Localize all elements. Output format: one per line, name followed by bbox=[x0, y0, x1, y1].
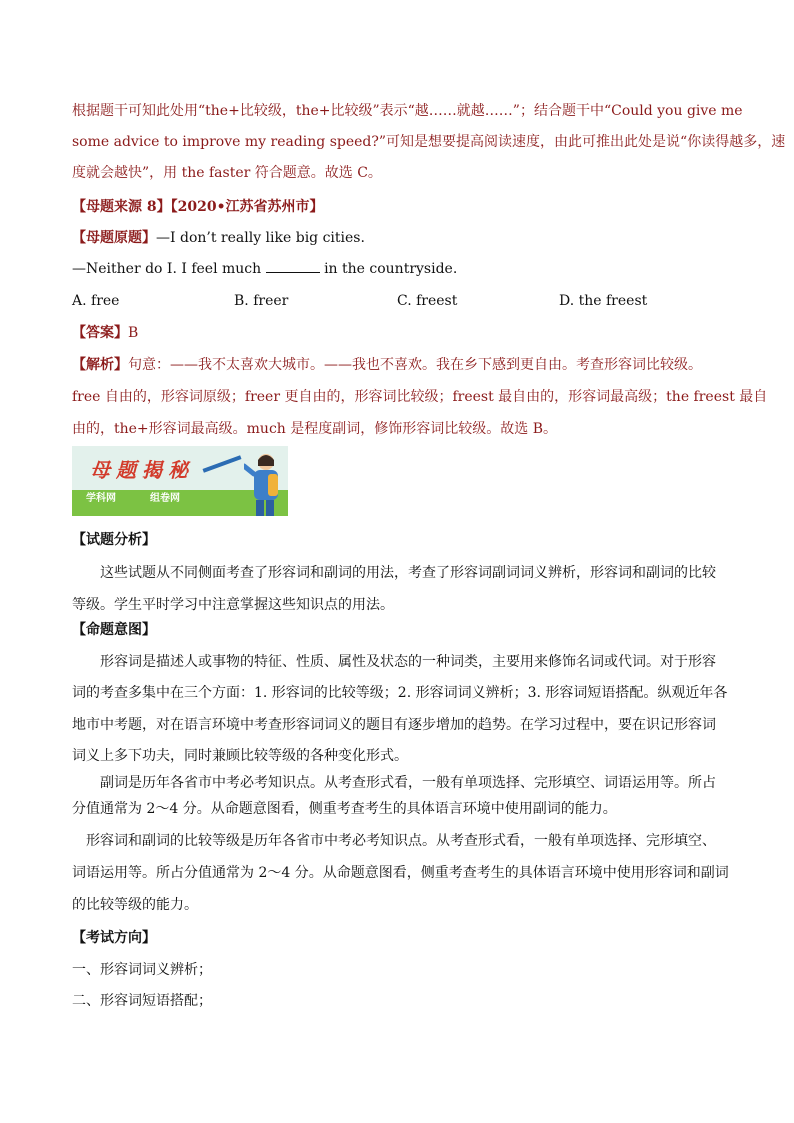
logo-xuekewang: 学科网 bbox=[86, 493, 116, 504]
options-row bbox=[72, 291, 722, 311]
question-text-2a: —Neither do I. I feel much bbox=[72, 261, 262, 277]
teacher-figure-icon bbox=[244, 452, 284, 516]
direction-item-1: 一、形容词词义辨析； bbox=[72, 962, 212, 978]
source-label: 【母题来源 8】 bbox=[72, 199, 171, 215]
intent-p1-line-1: 形容词是描述人或事物的特征、性质、属性及状态的一种词类，主要用来修饰名词或代词。对于形容 bbox=[100, 654, 716, 670]
intent-heading: 【命题意图】 bbox=[72, 622, 156, 638]
direction-heading: 【考试方向】 bbox=[72, 930, 156, 946]
answer-line bbox=[72, 323, 138, 343]
test-analysis-line-2: 等级。学生平时学习中注意掌握这些知识点的用法。 bbox=[72, 597, 394, 613]
intent-p2-line-1: 副词是历年各省市中考必考知识点。从考查形式看，一般有单项选择、完形填空、词语运用等。所占 bbox=[100, 775, 716, 791]
intent-p3-line-1: 形容词和副词的比较等级是历年各省市中考必考知识点。从考查形式看，一般有单项选择、完形填空、 bbox=[86, 833, 716, 849]
question-label: 【母题原题】 bbox=[72, 230, 156, 246]
direction-item-2: 二、形容词短语搭配； bbox=[72, 993, 212, 1009]
answer-blank bbox=[266, 260, 320, 273]
option-d: D. the freest bbox=[559, 293, 648, 309]
intent-p3-line-2: 词语运用等。所占分值通常为 2～4 分。从命题意图看，侧重考查考生的具体语言环境中使用形容词和副词 bbox=[72, 865, 729, 881]
analysis-prev-line-1: 根据题干可知此处用“the+比较级，the+比较级”表示“越……就越……”；结合题干中“Could you give me bbox=[72, 103, 743, 119]
analysis-prev-line-2: some advice to improve my reading speed?”可知是想要提高阅读速度，由此可推出此处是说“你读得越多，速 bbox=[72, 134, 786, 150]
intent-p1-line-2: 词的考查多集中在三个方面：1. 形容词的比较等级；2. 形容词词义辨析；3. 形容词短语搭配。纵观近年各 bbox=[72, 685, 728, 701]
explanation-label: 【解析】 bbox=[72, 357, 128, 373]
question-text-2b: in the countryside. bbox=[324, 261, 458, 277]
explanation-line-2: free 自由的，形容词原级；freer 更自由的，形容词比较级；freest 最自由的，形容词最高级；the freest 最自 bbox=[72, 389, 768, 405]
test-analysis-line-1: 这些试题从不同侧面考查了形容词和副词的用法，考查了形容词副词词义辨析，形容词和副词的比较 bbox=[100, 565, 716, 581]
question-line-2 bbox=[72, 259, 457, 279]
question-text-1: —I don’t really like big cities. bbox=[156, 230, 365, 246]
explanation-text-1: 句意：——我不太喜欢大城市。——我也不喜欢。我在乡下感到更自由。考查形容词比较级。 bbox=[128, 357, 702, 373]
intent-p2-line-2: 分值通常为 2～4 分。从命题意图看，侧重考查考生的具体语言环境中使用副词的能力。 bbox=[72, 801, 617, 817]
option-c: C. freest bbox=[397, 293, 458, 309]
source-line bbox=[72, 197, 324, 217]
explanation-line-1 bbox=[72, 355, 702, 375]
option-a: A. free bbox=[72, 293, 120, 309]
analysis-prev-line-3: 度就会越快”，用 the faster 符合题意。故选 C。 bbox=[72, 165, 382, 181]
logo-zujuanwang: 组卷网 bbox=[150, 493, 180, 504]
option-b: B. freer bbox=[234, 293, 289, 309]
intent-p1-line-4: 词义上多下功夫，同时兼顾比较等级的各种变化形式。 bbox=[72, 748, 408, 764]
pointer-stick-icon bbox=[203, 455, 242, 472]
question-line-1 bbox=[72, 228, 365, 248]
intent-p1-line-3: 地市中考题，对在语言环境中考查形容词词义的题目有逐步增加的趋势。在学习过程中，要在识记形容词 bbox=[72, 717, 716, 733]
answer-label: 【答案】 bbox=[72, 325, 128, 341]
source-place: 【2020•江苏省苏州市】 bbox=[170, 199, 324, 215]
test-analysis-heading: 【试题分析】 bbox=[72, 532, 156, 548]
answer-value: B bbox=[128, 325, 139, 341]
intent-p3-line-3: 的比较等级的能力。 bbox=[72, 897, 198, 913]
explanation-line-3: 由的，the+形容词最高级。much 是程度副词，修饰形容词比较级。故选 B。 bbox=[72, 421, 557, 437]
section-banner bbox=[72, 446, 288, 516]
banner-title: 母题揭秘 bbox=[90, 458, 194, 482]
